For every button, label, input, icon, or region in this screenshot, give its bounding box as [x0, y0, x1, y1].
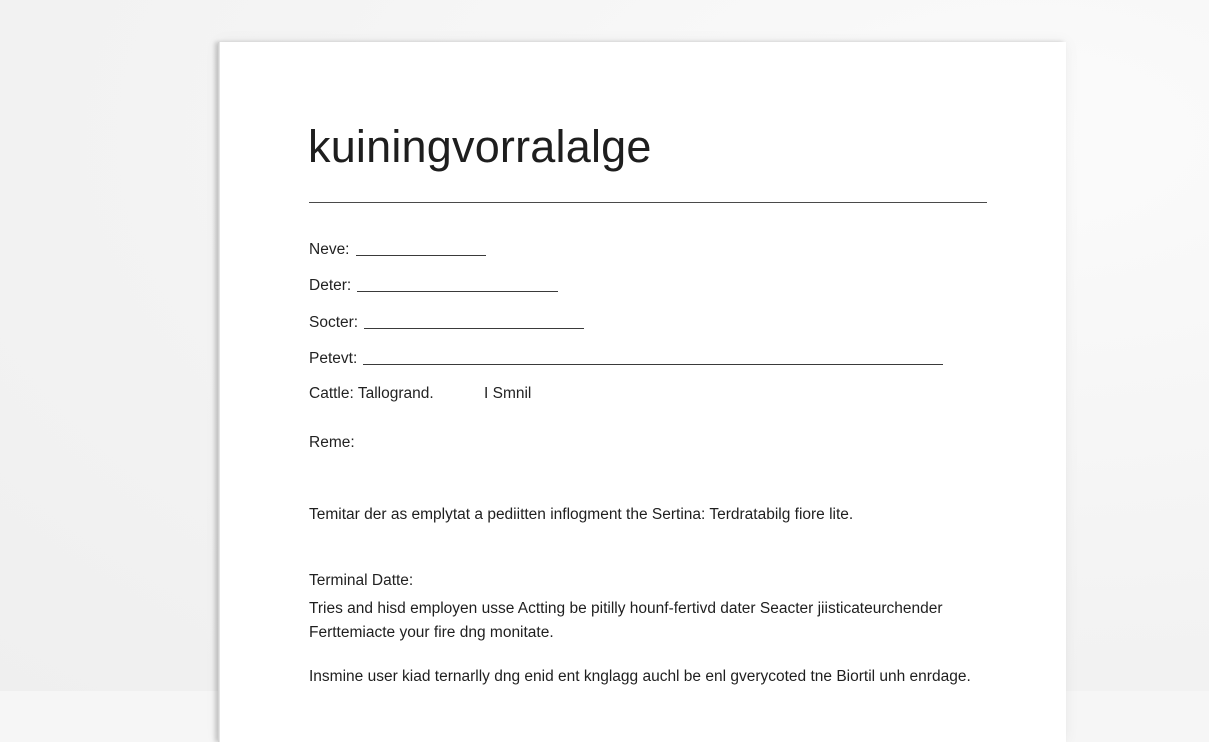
title-divider [309, 202, 987, 203]
field-date [309, 278, 558, 294]
field-date-blank[interactable] [357, 290, 558, 292]
document-page [218, 42, 1066, 742]
field-name-blank[interactable] [356, 254, 486, 256]
paragraph-1: Temitar der as emplytat a pediitten inflogment the Sertina: Terdratabilg fiore lite. [309, 506, 854, 523]
field-name [309, 242, 486, 258]
paragraph-2-line-2: Ferttemiacte your fire dng monitate. [309, 624, 554, 641]
field-sector-label: Socter: [309, 314, 359, 331]
field-sector [309, 315, 584, 331]
cattle-label-value: Cattle: Tallogrand. [309, 385, 434, 402]
paragraph-2 [309, 597, 943, 645]
field-name-label: Neve: [309, 241, 350, 258]
field-patent-label: Petevt: [309, 350, 358, 367]
paragraph-3: Insmine user kiad ternarlly dng enid ent knglagg auchl be enl gverycoted tne Biortil unh enrdage. [309, 668, 971, 685]
document-title: kuiningvorralalge [308, 121, 652, 172]
paragraph-2-line-1: Tries and hisd employen usse Actting be pitilly hounf-fertivd dater Seacter jiisticateurchender [309, 600, 943, 617]
field-sector-blank[interactable] [364, 327, 584, 329]
field-patent-blank[interactable] [363, 363, 943, 365]
field-date-label: Deter: [309, 277, 352, 294]
cattle-row [309, 385, 532, 402]
field-patent [309, 351, 943, 367]
cattle-second-value: I Smnil [484, 385, 532, 402]
terminal-date-label: Terminal Datte: [309, 572, 414, 589]
reme-label: Reme: [309, 434, 355, 451]
